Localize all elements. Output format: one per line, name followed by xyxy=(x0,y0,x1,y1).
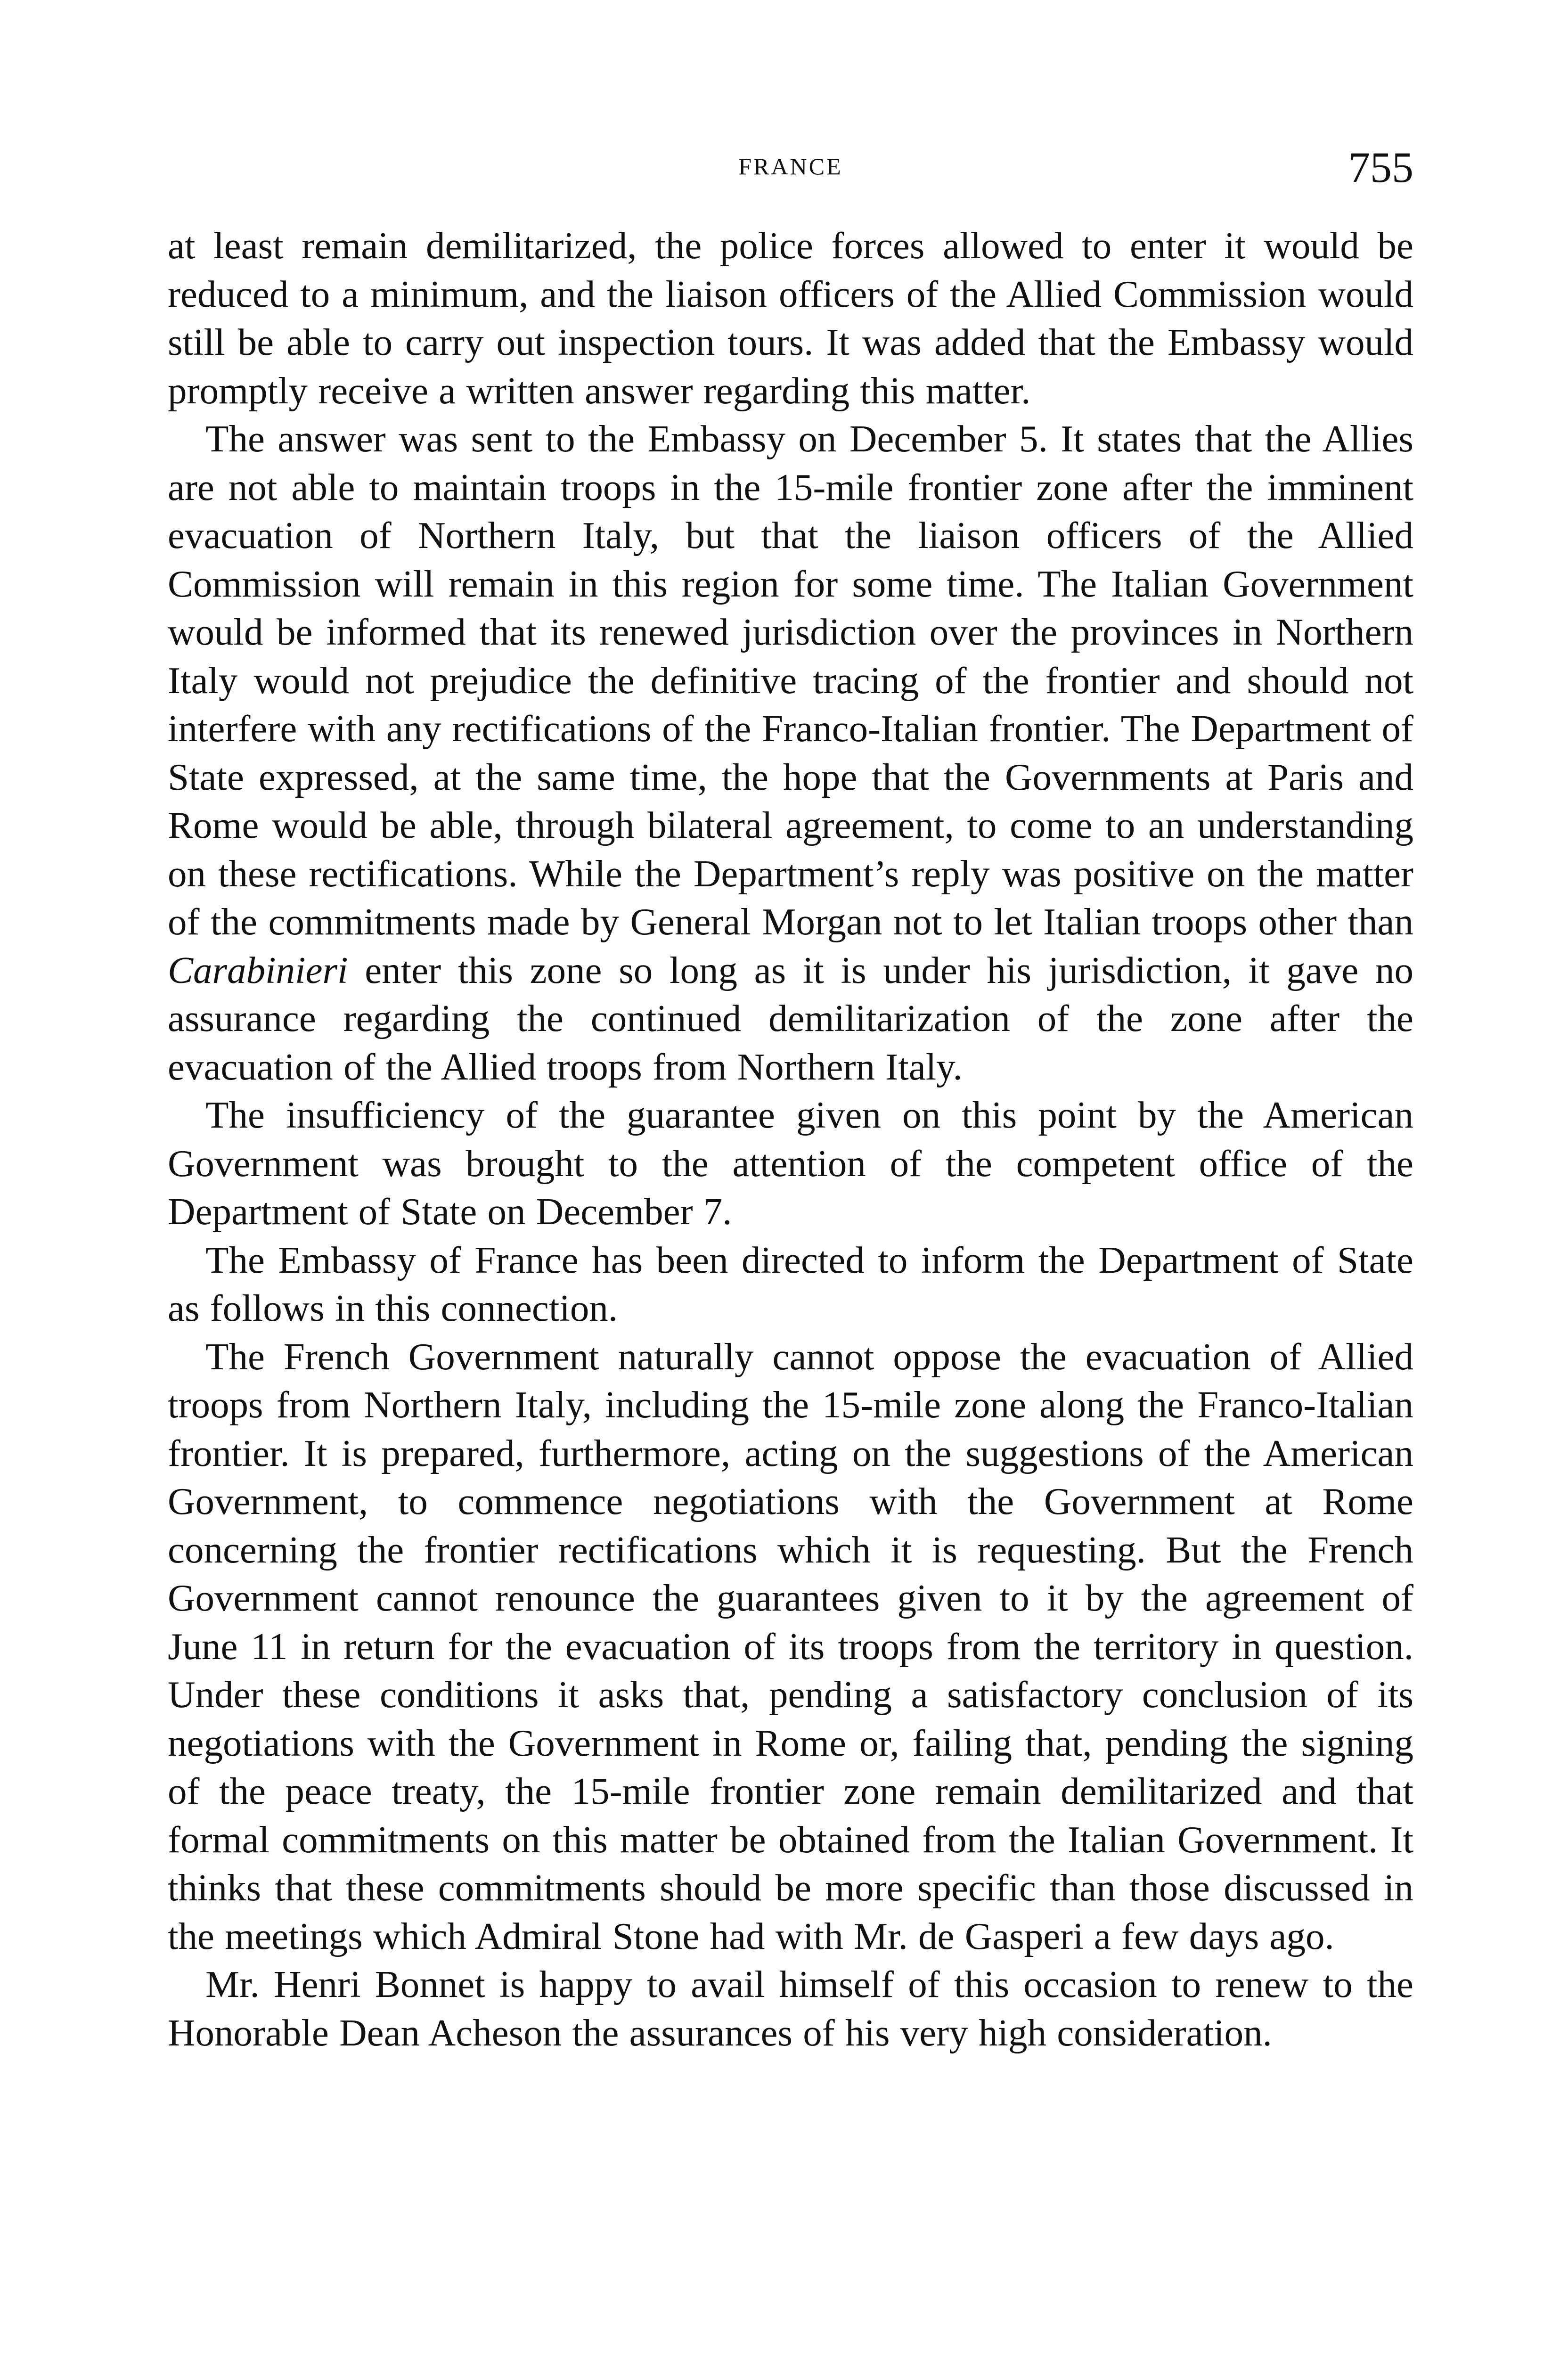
paragraph-5-text: The French Government naturally cannot oppose the evacuation of Allied troops from Northern Italy, including the 15-mile zone along the Franco-Italian frontier. It is prepared, furthermore, acting on the suggestions of the American Government, to commence negotiations with the Government at Rome concerning the frontier rectifications which it is requesting. But the French Government cannot renounce the guarantees given to it by the agreement of June 11 in return for the evacuation of its troops from the territory in question. Under these conditions it asks that, pending a satisfactory conclusion of its negotiations with the Government in Rome or, failing that, pending the signing of the peace treaty, the 15-mile frontier zone remain demilitarized and that formal commitments on this matter be obtained from the Italian Government. It thinks that these commitments should be more specific than those discussed in the meetings which Admiral Stone had with Mr. de Gasperi a few days ago. xyxy=(168,1335,1413,1957)
paragraph-1-text: at least remain demilitarized, the police forces allowed to enter it would be reduced to a minimum, and the liaison officers of the Allied Commission would still be able to carry out inspection tours. It was added that the Embassy would promptly receive a written answer regarding this matter. xyxy=(168,224,1413,412)
paragraph-5 xyxy=(168,1333,1413,1961)
running-head xyxy=(168,141,1413,198)
paragraph-2 xyxy=(168,415,1413,1091)
paragraph-4 xyxy=(168,1236,1413,1333)
paragraph-2-text-part-2: enter this zone so long as it is under his jurisdiction, it gave no assurance regarding the continued demilitarization of the zone after the evacuation of the Allied troops from Northern Italy. xyxy=(168,949,1413,1088)
paragraph-6 xyxy=(168,1960,1413,2057)
paragraph-1 xyxy=(168,221,1413,415)
paragraph-6-text: Mr. Henri Bonnet is happy to avail himself of this occasion to renew to the Honorable Dean Acheson the assurances of his very high consideration. xyxy=(168,1963,1413,2054)
paragraph-2-text-part-1: The answer was sent to the Embassy on December 5. It states that the Allies are not able to maintain troops in the 15-mile frontier zone after the imminent evacuation of Northern Italy, but that the liaison officers of the Allied Commission will remain in this region for some time. The Italian Government would be informed that its renewed jurisdiction over the provinces in Northern Italy would not prejudice the definitive tracing of the frontier and should not interfere with any rectifications of the Franco-Italian frontier. The Department of State expressed, at the same time, the hope that the Governments at Paris and Rome would be able, through bilateral agreement, to come to an understanding on these rectifications. While the Department’s reply was positive on the matter of the commitments made by General Morgan not to let Italian troops other than xyxy=(168,417,1413,943)
paragraph-4-text: The Embassy of France has been directed to inform the Department of State as follows in this connection. xyxy=(168,1238,1413,1329)
body-text xyxy=(168,221,1413,2057)
paragraph-3-text: The insufficiency of the guarantee given on this point by the American Government was brought to the attention of the competent office of the Department of State on December 7. xyxy=(168,1094,1413,1233)
carabinieri-term: Carabinieri xyxy=(168,949,348,991)
running-title: FRANCE xyxy=(738,153,843,180)
paragraph-3 xyxy=(168,1091,1413,1236)
page-number: 755 xyxy=(1348,143,1413,191)
